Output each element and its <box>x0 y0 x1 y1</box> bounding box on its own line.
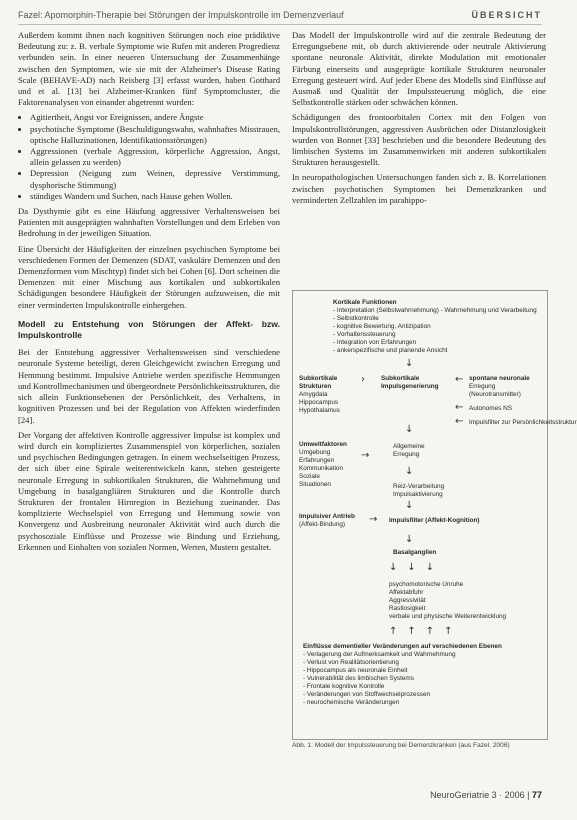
arrow-down-icon: ↓ <box>405 358 414 369</box>
arrow-down-icon: ↓ <box>405 424 414 435</box>
block-item: - kognitive Bewertung, Antizipation <box>333 323 431 330</box>
block-item: Hypothalamus <box>299 407 340 414</box>
block-item: - Interpretation (Selbstwahrnehmung) - Wahrnehmung und Verarbeitung <box>333 307 537 314</box>
arrow-down-icon: ↓ <box>405 534 414 545</box>
block-item: Erregung <box>393 451 420 458</box>
block-item: Basalganglien <box>393 549 437 556</box>
block-item: Erfahrungen <box>299 457 335 464</box>
paragraph: Schädigungen des frontoorbitalen Cortex mit den Folgen von Impulskontrollstörungen, aggressiven Ausbrüchen oder Distanzlosigkeit wurden von Bonnet [33] beschrieben und die besondere Bedeutung des limbischen Systems im Zusammenwirken mit anderen subkortikalen Strukturen herausgestellt. <box>292 112 546 168</box>
cortical-functions-block <box>333 299 537 355</box>
paragraph: Da Dysthymie gibt es eine Häufung aggressiver Verhaltensweisen bei Patienten mit ausgeprägten wahnhaften Vorstellungen und dem Erleben von Bedrohung in der jeweiligen Situation. <box>18 206 280 239</box>
block-item: - neurochemische Veränderungen <box>303 699 400 706</box>
page-footer: NeuroGeriatrie 3 · 2006 | 77 <box>430 790 542 800</box>
block-item: - Verlust von Realitätsorientierung <box>303 659 399 666</box>
block-item: verbale und physische Weiterentwicklung <box>389 613 507 620</box>
block-item: - Vorhaltenssteuerung <box>333 331 396 338</box>
block-item: (Affekt-Bindung) <box>299 521 346 528</box>
model-figure <box>292 290 577 740</box>
block-item: - Selbstkontrolle <box>333 315 379 322</box>
impulse-filter-block <box>389 517 480 525</box>
journal-name: NeuroGeriatrie 3 · 2006 <box>430 790 525 800</box>
running-title: Fazel: Apomorphin-Therapie bei Störungen der Impulskontrolle im Demenzverlauf <box>18 10 344 20</box>
block-item: Impulsgenerierung <box>381 383 439 390</box>
arrow-right-icon: → <box>361 450 370 461</box>
impulse-generation-block <box>381 375 439 391</box>
stimulus-processing-block <box>393 483 444 499</box>
block-item: - ankerspezifische und planende Ansicht <box>333 347 448 354</box>
paragraph: Das Modell der Impulskontrolle wird auf die zentrale Bedeutung der Erregungsebene mit, ob durch aktivierende oder neutrale Aktivierung spontane neuronale Aktivität, direkte Modulation mit emotionaler Färbung einerseits und ausgeprägte kortikale Strukturen neuronaler Erregung gesteuert wird. Auf jeder Ebene des Modells sind Einflüsse auf Ausmaß und Qualität der Impulssteuerung möglich, die eine Selbstkontrolle stärken oder schwächen können. <box>292 30 546 108</box>
block-title: Kortikale Funktionen <box>333 299 397 306</box>
block-item: - Vulnerabilität des limbischen Systems <box>303 675 414 682</box>
subcortical-structures-block <box>299 375 340 415</box>
list-item: • psychotische Symptome (Beschuldigungswahn, wahnhaftes Misstrauen, optische Halluzinationen, Identifikationsstörungen) <box>30 124 280 146</box>
block-item: Reiz-Verarbeitung <box>393 483 445 490</box>
list-item: • Agitiertheit, Angst vor Ereignissen, andere Ängste <box>30 112 280 123</box>
arrow-down-icon: ↓ <box>405 466 414 477</box>
block-item: Affektabfuhr <box>389 589 424 596</box>
block-item: (Neurotransmitter) <box>469 391 521 398</box>
arrow-left-icon: ← <box>455 416 464 427</box>
section-label: ÜBERSICHT <box>471 10 542 20</box>
block-item: Aggressivität <box>389 597 426 604</box>
paragraph: Bei der Entstehung aggressiver Verhaltensweisen sind verschiedene neuronale Systeme beteiligt, deren Gleichgewicht zwischen Erregung und Hemmung bestimmt. Impulsive Antriebe werden spezifische Hemmungen und Kontrollmechanismen und übergeordnete Persönlichkeitsstrukturen, die sich allein Funktionsebenen der Persönlichkeit, des Verhaltens, in kognitiven Prozessen und bei der Regulation von Affekten wiederfinden [24]. <box>18 347 280 425</box>
list-item: • Aggressionen (verbale Aggression, körperliche Aggression, Angst, allein gelassen zu werden) <box>30 146 280 168</box>
block-item: spontane neuronale <box>469 375 530 382</box>
block-item: Soziale <box>299 473 320 480</box>
block-item: Umweltfaktoren <box>299 441 347 448</box>
block-item: psychomotorische Unruhe <box>389 581 464 588</box>
paragraph: Eine Übersicht der Häufigkeiten der einzelnen psychischen Symptome bei verschiedenen Formen der Demenzen (SDAT, vaskuläre Demenzen und den Demenzformen vom Mischtyp) findet sich bei Cohen [6]. Dort scheinen die Demenzen mit einer Mischung aus kortikalen und subkortikalen Schädigungen besondere Häufigkeit der Störungen aufzuweisen, die mit einer verminderten Impulskontrolle einhergehen. <box>18 243 280 310</box>
running-header <box>18 6 542 25</box>
block-item: - Integration von Erfahrungen <box>333 339 417 346</box>
block-item: Impulsiver Antrieb <box>299 513 355 520</box>
block-item: Allgemeine <box>393 443 425 450</box>
paragraph: Der Vorgang der affektiven Kontrolle aggressiver Impulse ist komplex und wird durch ein kompliziertes Zusammenspiel von körperlichen, sozialen und psychischen Bedingungen getragen. In einem wechselseitigen Prozess, der sich über eine Spirale weiterentwickeln kann, stehen gesteigerte neuronale Erregung in subkortikalen Strukturen, die Wahrnehmung und Umgebung in basalgangliären Strukturen und die Kontrolle durch Strukturen der frontalen Hirnregion in Beziehung zueinander. Das komplizierte Wechselspiel von Erregung und Hemmung sowie von Konvergenz und Ausbreitung neuronaler Aktivität wird auch durch die psychosoziale Einflüsse und Prozesse wie Bindung und Erziehung, Erkennen und Einhalten von sozialen Normen, Werten, Mustern gestaltet. <box>18 429 280 552</box>
arrow-right-icon: → <box>369 514 378 525</box>
block-item: Rastlosigkeit <box>389 605 426 612</box>
block-item: Umgebung <box>299 449 331 456</box>
left-column <box>18 30 280 557</box>
dementia-influences-block <box>303 643 502 707</box>
behaviour-outcomes-block <box>389 581 506 621</box>
basal-ganglia-label <box>393 549 436 557</box>
block-item: - Veränderungen von Stoffwechselprozessen <box>303 691 431 698</box>
block-item: Impulsfilter (Affekt-Kognition) <box>389 517 480 524</box>
block-item: Kommunikation <box>299 465 344 472</box>
block-item: Erregung <box>469 383 496 390</box>
arrow-left-icon: ← <box>455 402 464 413</box>
autonomic-ns-label <box>469 405 512 413</box>
arrow-left-icon: ← <box>455 374 464 385</box>
arrow-up-icon: ↑↑↑↑ <box>389 626 463 637</box>
block-item: - Hippocampus als neuronale Einheit <box>303 667 408 674</box>
general-excitation-block <box>393 443 425 459</box>
neuronal-excitation-block <box>469 375 530 399</box>
page-number: 77 <box>531 790 542 800</box>
list-item: • ständiges Wandern und Suchen, nach Hause gehen Wollen. <box>30 191 280 202</box>
section-heading: Modell zu Entstehung von Störungen der Affekt- bzw. Impulskontrolle <box>18 318 280 341</box>
block-item: - Verlagerung der Aufmerksamkeit und Wahrnehmung <box>303 651 456 658</box>
block-item: Impulsfilter zur Persönlichkeitsstruktur <box>469 419 577 426</box>
block-title: Einflüsse dementieller Veränderungen auf verschiedenen Ebenen <box>303 643 502 650</box>
block-item: Subkortikale <box>299 375 338 382</box>
personality-filter-label <box>469 419 577 427</box>
block-item: Impulsaktivierung <box>393 491 443 498</box>
list-item: • Depression (Neigung zum Weinen, depressive Verstimmung, dysphorische Stimmung) <box>30 168 280 190</box>
block-item: Strukturen <box>299 383 332 390</box>
block-item: Hippocampus <box>299 399 339 406</box>
block-item: Subkortikale <box>381 375 420 382</box>
symptom-list <box>18 112 280 202</box>
block-item: Autonomes NS <box>469 405 512 412</box>
paragraph: Außerdem kommt ihnen nach kognitiven Störungen noch eine prädiktive Bedeutung zu: z. B. verbale Symptome wie Rufen mit anderen Progredienz verbunden sein. In einer neueren Untersuchung der Zusammenhänge zwischen den Symptomen, wie sie mit der Alzheimer's Disease Rating Scale (BEHAVE-AD) nach Reisberg [3] erfasst wurden, haben Gotthard und et al. [13] bei Alzheimer-Kranken fünf Symptomcluster, die Faktorenanalysen von einander abgetrennt wurden: <box>18 30 280 108</box>
right-column <box>292 30 546 210</box>
arrow-right-icon: › <box>361 374 365 385</box>
environment-factors-block <box>299 441 347 489</box>
block-item: Situationen <box>299 481 331 488</box>
block-item: - Frontale kognitive Kontrolle <box>303 683 385 690</box>
arrow-down-icon: ↓ <box>405 500 414 511</box>
paragraph: In neuropathologischen Untersuchungen fanden sich z. B. Korrelationen zwischen psychotischen Symptomen bei Demenzkranken und verminderten Zellzahlen im parahippo- <box>292 172 546 205</box>
arrow-down-icon: ↓↓↓ <box>389 562 445 573</box>
block-item: Amygdala <box>299 391 328 398</box>
impulsive-drive-block <box>299 513 355 529</box>
figure-caption: Abb. 1: Modell der Impulssteuerung bei Demenzkranken (aus Fazel, 2006) <box>292 742 510 749</box>
